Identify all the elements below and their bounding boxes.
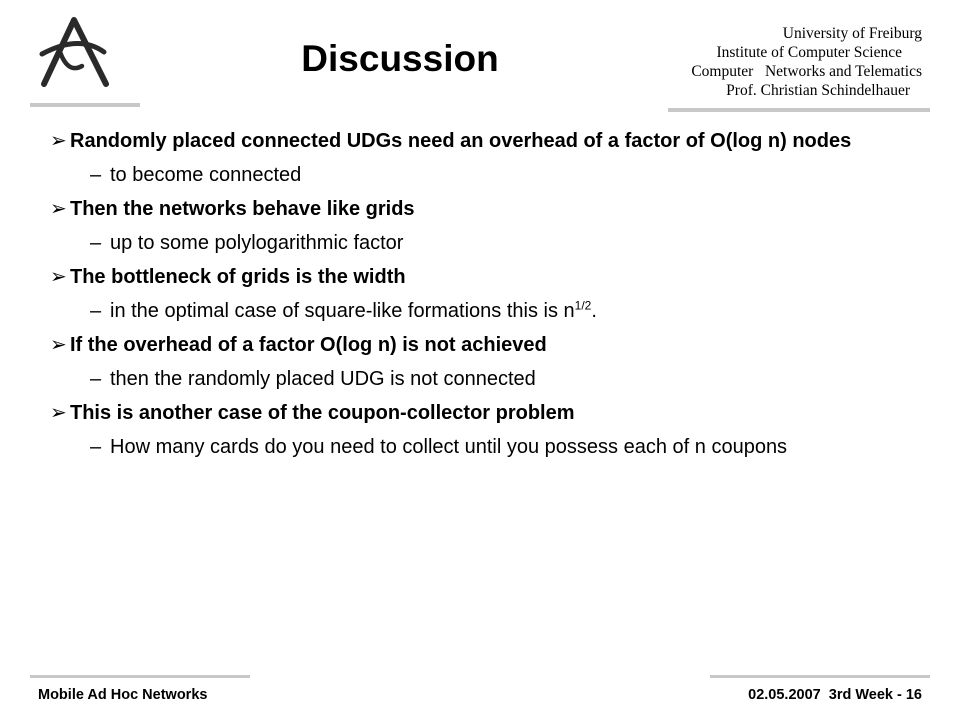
bullet-item <box>50 196 920 222</box>
institution-line-group: Computer Networks and Telematics <box>691 63 922 80</box>
bullet-item <box>50 332 920 358</box>
footer-divider-left <box>30 675 250 678</box>
footer-date-page: 02.05.2007 3rd Week - 16 <box>748 687 922 703</box>
arrow-bullet-icon: ➢ <box>50 198 67 220</box>
arrow-bullet-icon: ➢ <box>50 130 67 152</box>
bullet-item <box>50 264 920 290</box>
bullet-text: Randomly placed connected UDGs need an overhead of a factor of O(log n) nodes <box>70 130 852 152</box>
institution-line-institute: Institute of Computer Science <box>716 44 902 61</box>
bullet-item <box>50 400 920 426</box>
sub-item <box>50 366 920 392</box>
sub-text-end: . <box>591 300 597 322</box>
bullet-text: If the overhead of a factor O(log n) is not achieved <box>70 334 547 356</box>
dash-icon: – <box>90 368 102 390</box>
logo-divider <box>30 103 140 107</box>
footer-divider-right <box>710 675 930 678</box>
sub-text: then the randomly placed UDG is not connected <box>110 368 536 390</box>
sub-text: up to some polylogarithmic factor <box>110 232 404 254</box>
sub-item <box>50 230 920 256</box>
slide-content <box>50 128 920 468</box>
bullet-text: Then the networks behave like grids <box>70 198 415 220</box>
arrow-bullet-icon: ➢ <box>50 334 67 356</box>
institution-block <box>691 24 922 100</box>
institution-divider <box>668 108 930 112</box>
bullet-item <box>50 128 920 154</box>
bullet-text: The bottleneck of grids is the width <box>70 266 406 288</box>
arrow-bullet-icon: ➢ <box>50 266 67 288</box>
sub-item <box>50 162 920 188</box>
sub-text: in the optimal case of square-like formations this is n <box>110 300 575 322</box>
exponent: 1/2 <box>574 298 592 313</box>
page-title: Discussion <box>301 38 499 79</box>
sub-text: How many cards do you need to collect until you possess each of n coupons <box>110 436 788 458</box>
dash-icon: – <box>90 300 102 322</box>
institution-line-university: University of Freiburg <box>782 25 922 42</box>
sub-item <box>50 298 920 324</box>
sub-text: to become connected <box>110 164 302 186</box>
sub-item <box>50 434 920 460</box>
institution-line-professor: Prof. Christian Schindelhauer <box>726 82 910 99</box>
arrow-bullet-icon: ➢ <box>50 402 67 424</box>
dash-icon: – <box>90 232 102 254</box>
dash-icon: – <box>90 164 102 186</box>
footer-course-name: Mobile Ad Hoc Networks <box>38 687 208 703</box>
dash-icon: – <box>90 436 102 458</box>
bullet-text: This is another case of the coupon-collector problem <box>70 402 575 424</box>
